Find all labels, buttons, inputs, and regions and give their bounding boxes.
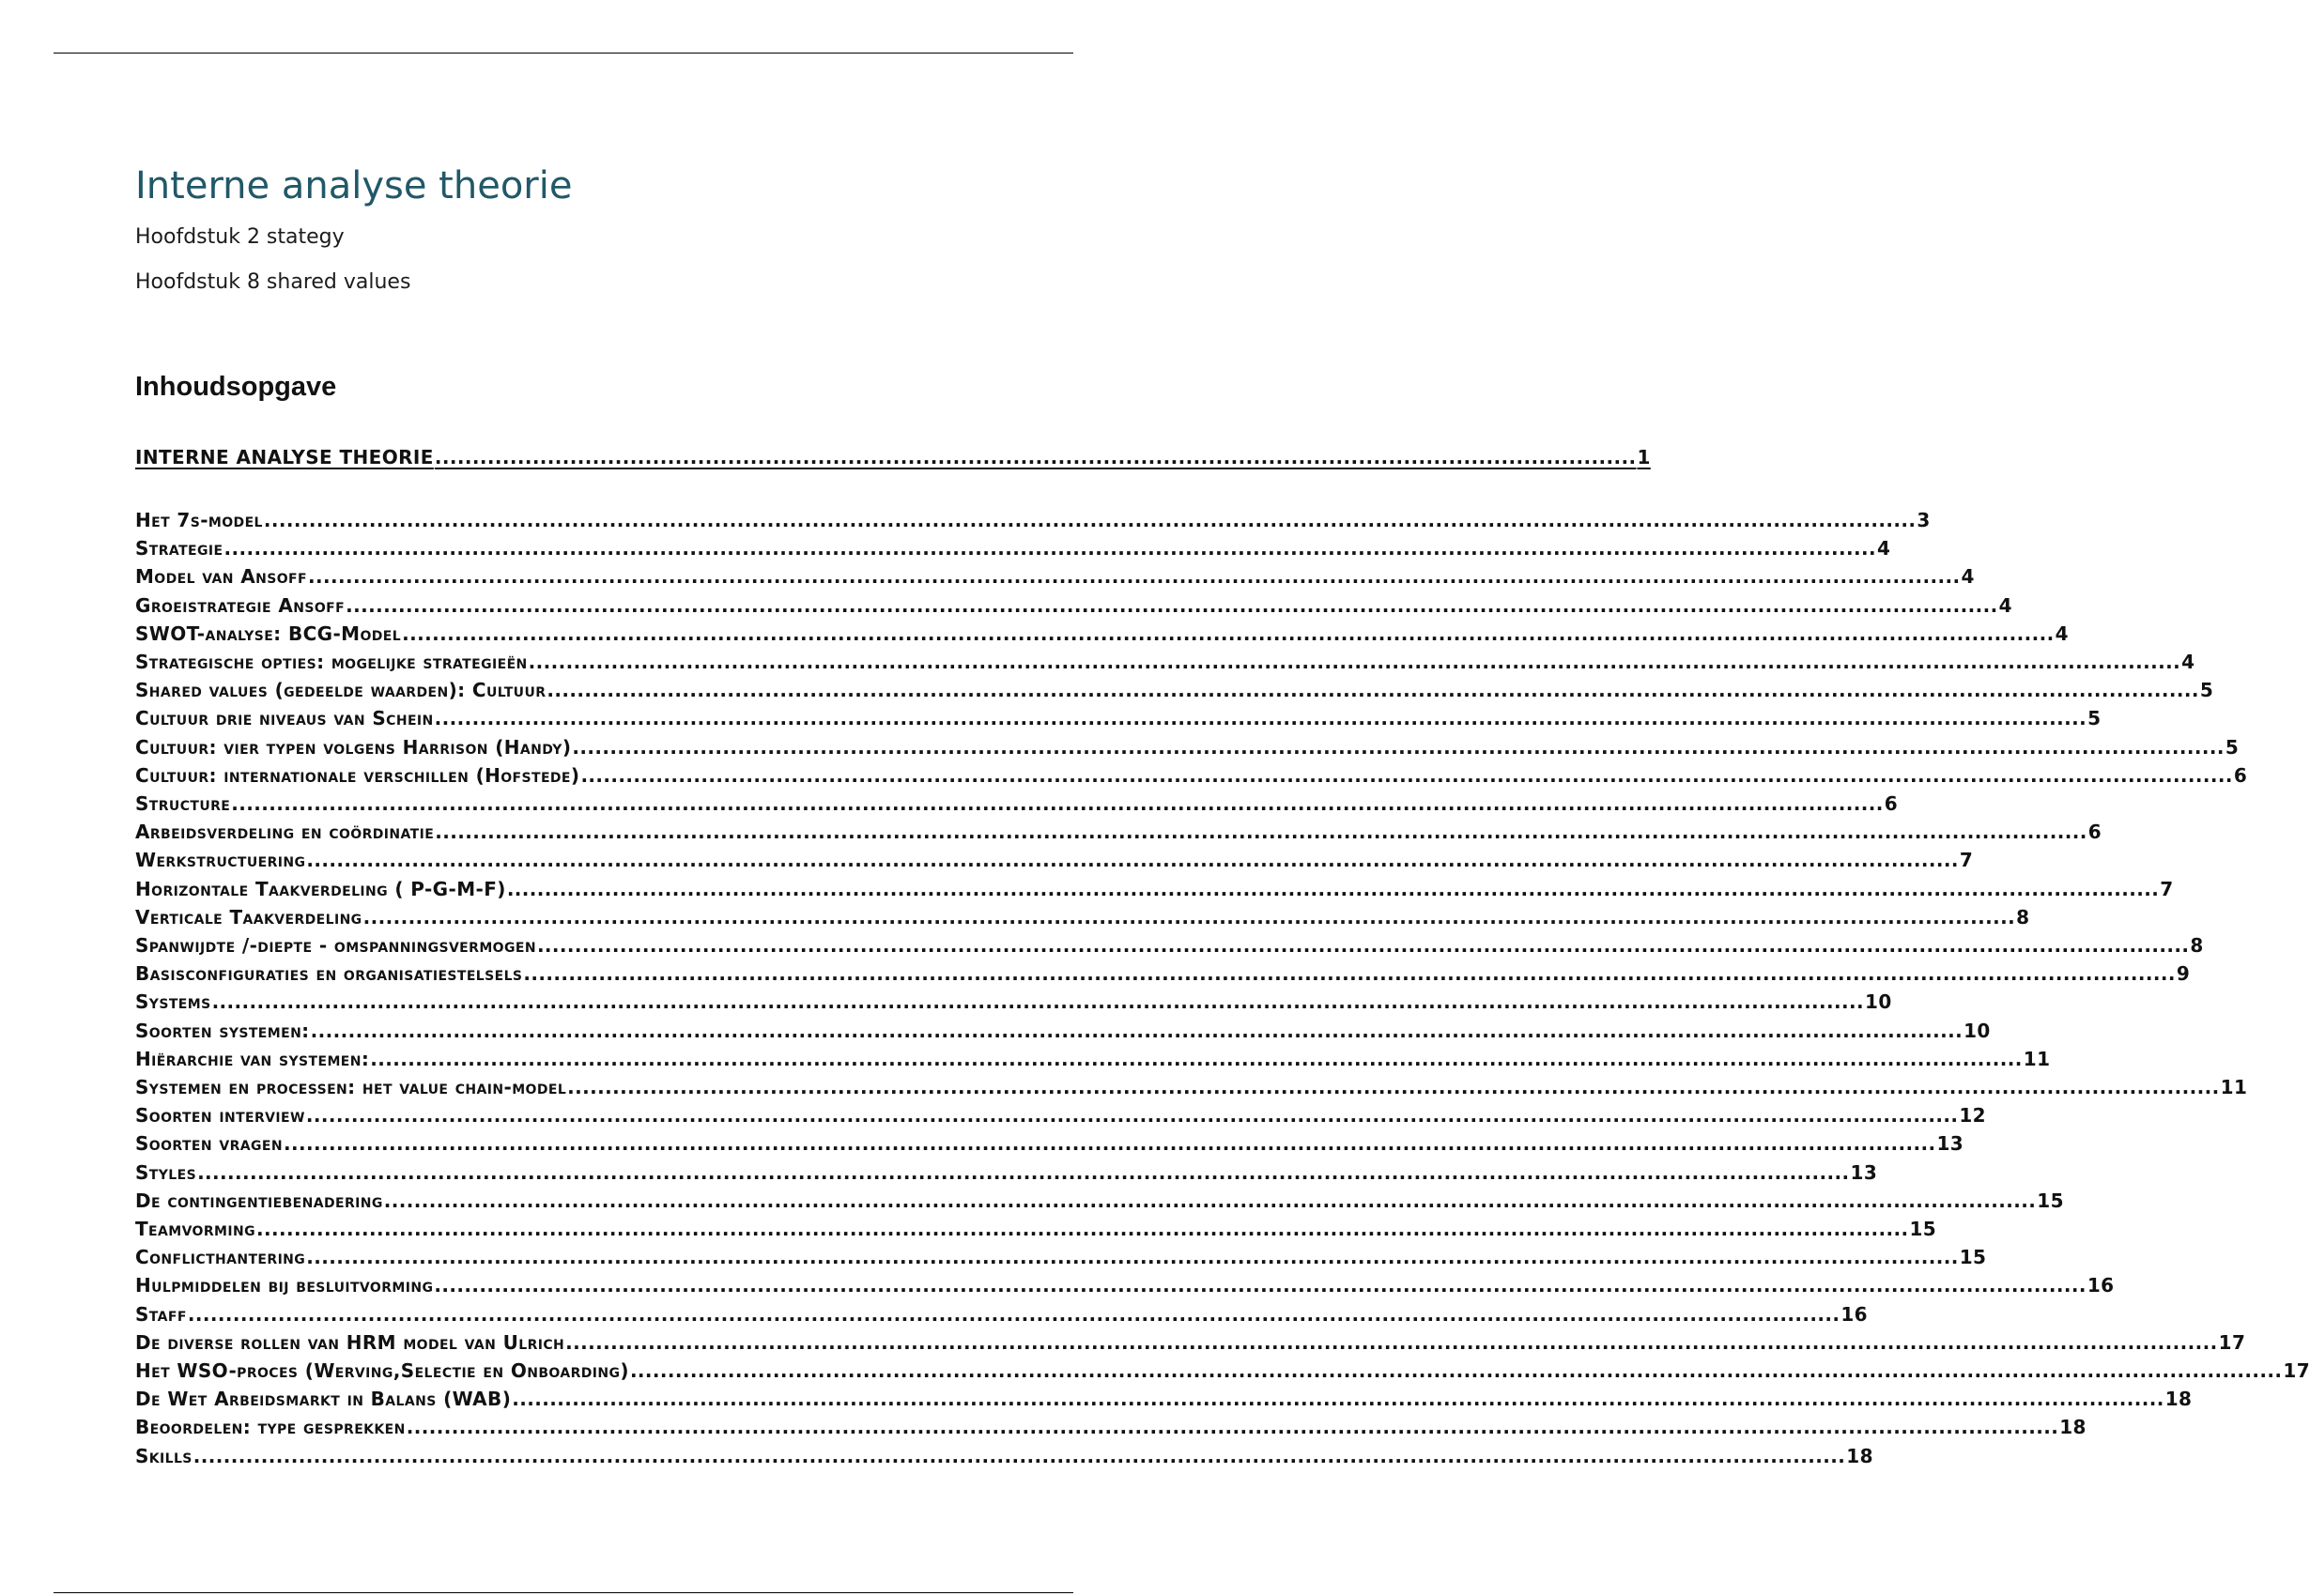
- toc-entry-title: Hulpmiddelen bij besluitvorming: [135, 1274, 434, 1297]
- toc-entry[interactable]: [135, 1104, 1986, 1128]
- toc-entry-page: 6: [1884, 792, 1899, 815]
- toc-entry[interactable]: [135, 651, 2195, 673]
- toc-entry-title: Strategische opties: mogelijke strategieën: [135, 651, 528, 673]
- toc-entry[interactable]: [135, 1274, 2115, 1297]
- toc-entry[interactable]: [135, 1076, 2248, 1098]
- toc-entry[interactable]: [135, 1359, 2310, 1382]
- toc-entry-page: 15: [1909, 1218, 1937, 1240]
- toc-entry-page: 17: [2218, 1330, 2246, 1354]
- toc-leader-dots: ............................................................................................................................................................................................................................: [283, 1132, 1936, 1156]
- toc-entry[interactable]: [135, 1444, 1873, 1467]
- toc-entry-page: 10: [1964, 1019, 1991, 1042]
- toc-entry-title: Conflicthantering: [135, 1246, 306, 1269]
- toc-entry-title: Horizontale Taakverdeling ( P-G-M-F): [135, 877, 506, 900]
- toc-entry-title: Basisconfiguraties en organisatiestelsels: [135, 962, 523, 986]
- toc-entry-title: SWOT-analyse: BCG-Model: [135, 622, 402, 645]
- toc-entry[interactable]: [135, 1302, 1868, 1326]
- toc-entry-title: INTERNE ANALYSE THEORIE: [135, 446, 434, 468]
- toc-entry-title: Styles: [135, 1160, 197, 1184]
- toc-leader-dots: ............................................................................................................................................................................................................................: [211, 990, 1865, 1014]
- toc-entry[interactable]: [135, 1388, 2193, 1411]
- toc-entry-title: Beoordelen: type gesprekken: [135, 1416, 406, 1439]
- toc-entry-title: Groeistrategie Ansoff: [135, 593, 346, 617]
- toc-entry-page: 12: [1959, 1104, 1986, 1128]
- toc-entry-title: Het 7s-model: [135, 509, 263, 531]
- toc-entry-title: Shared values (gedeelde waarden): Cultuur: [135, 679, 547, 702]
- toc-entry-page: 1: [1637, 446, 1651, 468]
- toc-entry[interactable]: [135, 849, 1974, 872]
- toc-heading: Inhoudsopgave: [135, 372, 337, 402]
- toc-leader-dots: ............................................................................................................................................................................................................................: [547, 679, 2199, 702]
- toc-leader-dots: ............................................................................................................................................................................................................................: [572, 735, 2225, 759]
- toc-entry[interactable]: [135, 905, 2030, 928]
- toc-entry-page: 6: [2087, 821, 2102, 844]
- toc-leader-dots: ............................................................................................................................................................................................................................: [231, 792, 1884, 815]
- toc-main-entry[interactable]: [135, 446, 1651, 468]
- toc-entry[interactable]: [135, 509, 1931, 531]
- toc-leader-dots: ............................................................................................................................................................................................................................: [523, 962, 2176, 986]
- toc-leader-dots: ............................................................................................................................................................................................................................: [567, 1076, 2220, 1098]
- toc-entry[interactable]: [135, 792, 1899, 815]
- toc-entry[interactable]: [135, 735, 2240, 759]
- toc-entry-title: Soorten interview: [135, 1104, 305, 1128]
- toc-entry[interactable]: [135, 1416, 2087, 1439]
- toc-entry-page: 8: [2016, 905, 2030, 928]
- toc-entry-page: 15: [1959, 1246, 1987, 1269]
- toc-leader-dots: ............................................................................................................................................................................................................................: [565, 1330, 2218, 1354]
- toc-leader-dots: ............................................................................................................................................................................................................................: [306, 849, 1959, 872]
- toc-entry-page: 4: [1961, 565, 1975, 589]
- toc-entry-title: Systemen en processen: het value chain-model: [135, 1076, 567, 1098]
- toc-leader-dots: ............................................................................................................................................................................................................................: [629, 1359, 2283, 1382]
- toc-entry-page: 4: [1876, 537, 1891, 560]
- toc-entry[interactable]: [135, 934, 2204, 957]
- toc-leader-dots: ............................................................................................................................................................................................................................: [307, 565, 1961, 589]
- toc-entry-page: 18: [1846, 1444, 1873, 1467]
- toc-leader-dots: ............................................................................................................................................................................................................................: [435, 821, 2087, 844]
- toc-leader-dots: ............................................................................................................................................................................................................................: [536, 934, 2190, 957]
- toc-entry-page: 11: [2023, 1047, 2051, 1070]
- toc-entry-title: Structure: [135, 792, 231, 815]
- toc-entry[interactable]: [135, 679, 2214, 702]
- toc-entry-page: 16: [1840, 1302, 1868, 1326]
- toc-leader-dots: ............................................................................................................................................................................................................................: [370, 1047, 2023, 1070]
- toc-entry[interactable]: [135, 763, 2248, 787]
- toc-entry-page: 5: [2087, 707, 2102, 730]
- toc-entry[interactable]: [135, 1132, 1964, 1156]
- toc-entry-title: Cultuur: internationale verschillen (Hofstede): [135, 763, 580, 787]
- toc-leader-dots: ............................................................................................................................................................................................................................: [223, 537, 1876, 560]
- toc-entry[interactable]: [135, 622, 2069, 645]
- toc-leader-dots: ............................................................................................................................................................................................................................: [362, 905, 2016, 928]
- toc-entry-page: 3: [1917, 509, 1931, 531]
- toc-entry-title: Staff: [135, 1302, 187, 1326]
- toc-entry-page: 7: [2160, 877, 2174, 900]
- toc-leader-dots: ............................................................................................................................................................................................................................: [383, 1189, 2037, 1212]
- toc-entry-title: De diverse rollen van HRM model van Ulrich: [135, 1330, 565, 1354]
- toc-entry-title: Soorten vragen: [135, 1132, 283, 1156]
- toc-entry[interactable]: [135, 990, 1892, 1014]
- footer-rule: [54, 1592, 1073, 1593]
- toc-entry-page: 5: [2199, 679, 2214, 702]
- toc-entry-title: Systems: [135, 990, 211, 1014]
- toc-entry-title: Cultuur drie niveaus van Schein: [135, 707, 434, 730]
- toc-leader-dots: ............................................................................................................................................................................................................................: [346, 593, 1998, 617]
- toc-entry-page: 11: [2220, 1076, 2248, 1098]
- toc-entry[interactable]: [135, 962, 2191, 986]
- toc-entry[interactable]: [135, 1246, 1987, 1269]
- toc-entry-page: 17: [2283, 1359, 2310, 1382]
- toc-entry-page: 15: [2037, 1189, 2064, 1212]
- toc-entry-title: Skills: [135, 1444, 192, 1467]
- toc-entry-title: Cultuur: vier typen volgens Harrison (Handy): [135, 735, 572, 759]
- toc-entry-page: 10: [1865, 990, 1892, 1014]
- toc-entry-title: Teamvorming: [135, 1218, 255, 1240]
- toc-entry[interactable]: [135, 565, 1975, 589]
- toc-entry-title: Verticale Taakverdeling: [135, 905, 362, 928]
- toc-leader-dots: ............................................................................................................................................................................................................................: [406, 1416, 2059, 1439]
- toc-entry[interactable]: [135, 1218, 1937, 1240]
- toc-entry-page: 18: [2059, 1416, 2087, 1439]
- toc-leader-dots: ............................................................................................................................................................................................................................: [434, 1274, 2087, 1297]
- toc-entry[interactable]: [135, 1189, 2064, 1212]
- toc-entry-title: De contingentiebenadering: [135, 1189, 383, 1212]
- toc-entry-page: 5: [2225, 735, 2240, 759]
- toc-leader-dots: ............................................................................................................................................................................................................................: [512, 1388, 2164, 1411]
- toc-entry-title: Hiërarchie van systemen:: [135, 1047, 370, 1070]
- toc-entry[interactable]: [135, 1047, 2051, 1070]
- toc-entry[interactable]: [135, 537, 1891, 560]
- toc-leader-dots: ............................................................................................................................................................................................................................: [434, 707, 2087, 730]
- toc-entry-title: Strategie: [135, 537, 223, 560]
- header-rule: [54, 53, 1073, 54]
- toc-leader-dots: ............................................................................................................................................................................................................................: [197, 1160, 1850, 1184]
- toc-entry-page: 9: [2176, 962, 2191, 986]
- toc-leader-dots: ............................................................................................................................................................................................................................: [263, 509, 1917, 531]
- toc-entry-title: De Wet Arbeidsmarkt in Balans (WAB): [135, 1388, 512, 1411]
- subtitle-chapter-8: Hoofdstuk 8 shared values: [135, 270, 411, 294]
- toc-entry[interactable]: [135, 1330, 2246, 1354]
- toc-entry-title: Het WSO-proces (Werving,Selectie en Onboarding): [135, 1359, 629, 1382]
- document-title: Interne analyse theorie: [135, 164, 573, 207]
- toc-leader-dots: ............................................................................................................................................................................................................................: [580, 763, 2233, 787]
- toc-entry-page: 4: [2055, 622, 2069, 645]
- toc-leader-dots: ............................................................................................................................................................................................................................: [305, 1104, 1959, 1128]
- toc-entry-page: 7: [1959, 849, 1974, 872]
- toc-leader-dots: ............................................................................................................................................................................................................................: [306, 1246, 1959, 1269]
- toc-leader-dots: ............................................................................................................................................................................................................................: [528, 651, 2181, 673]
- toc-leader-dots: ................................................................................................................................................................: [434, 446, 1637, 468]
- toc-entry-title: Soorten systemen:: [135, 1019, 310, 1042]
- toc-entry[interactable]: [135, 707, 2102, 730]
- toc-entry[interactable]: [135, 821, 2102, 844]
- toc-entry-page: 13: [1936, 1132, 1964, 1156]
- toc-leader-dots: ............................................................................................................................................................................................................................: [192, 1444, 1846, 1467]
- toc-entry-page: 8: [2190, 934, 2204, 957]
- toc-entry-page: 13: [1850, 1160, 1878, 1184]
- toc-entry-title: Spanwijdte /-diepte - omspanningsvermogen: [135, 934, 536, 957]
- toc-leader-dots: ............................................................................................................................................................................................................................: [187, 1302, 1840, 1326]
- toc-leader-dots: ............................................................................................................................................................................................................................: [256, 1218, 1909, 1240]
- toc-entry-page: 4: [2181, 651, 2195, 673]
- toc-leader-dots: ............................................................................................................................................................................................................................: [310, 1019, 1964, 1042]
- toc-leader-dots: ............................................................................................................................................................................................................................: [506, 877, 2160, 900]
- toc-entry-title: Arbeidsverdeling en coördinatie: [135, 821, 435, 844]
- toc-entry[interactable]: [135, 877, 2174, 900]
- toc-entry[interactable]: [135, 593, 2012, 617]
- toc-leader-dots: ............................................................................................................................................................................................................................: [402, 622, 2055, 645]
- toc-entry[interactable]: [135, 1160, 1878, 1184]
- toc-entry-page: 4: [1998, 593, 2012, 617]
- toc-entry-title: Werkstructuering: [135, 849, 306, 872]
- toc-entry-page: 6: [2233, 763, 2248, 787]
- toc-entry-page: 18: [2164, 1388, 2193, 1411]
- toc-entry-page: 16: [2087, 1274, 2115, 1297]
- toc-entry[interactable]: [135, 1019, 1991, 1042]
- toc-entry-title: Model van Ansoff: [135, 565, 307, 589]
- subtitle-chapter-2: Hoofdstuk 2 stategy: [135, 225, 345, 249]
